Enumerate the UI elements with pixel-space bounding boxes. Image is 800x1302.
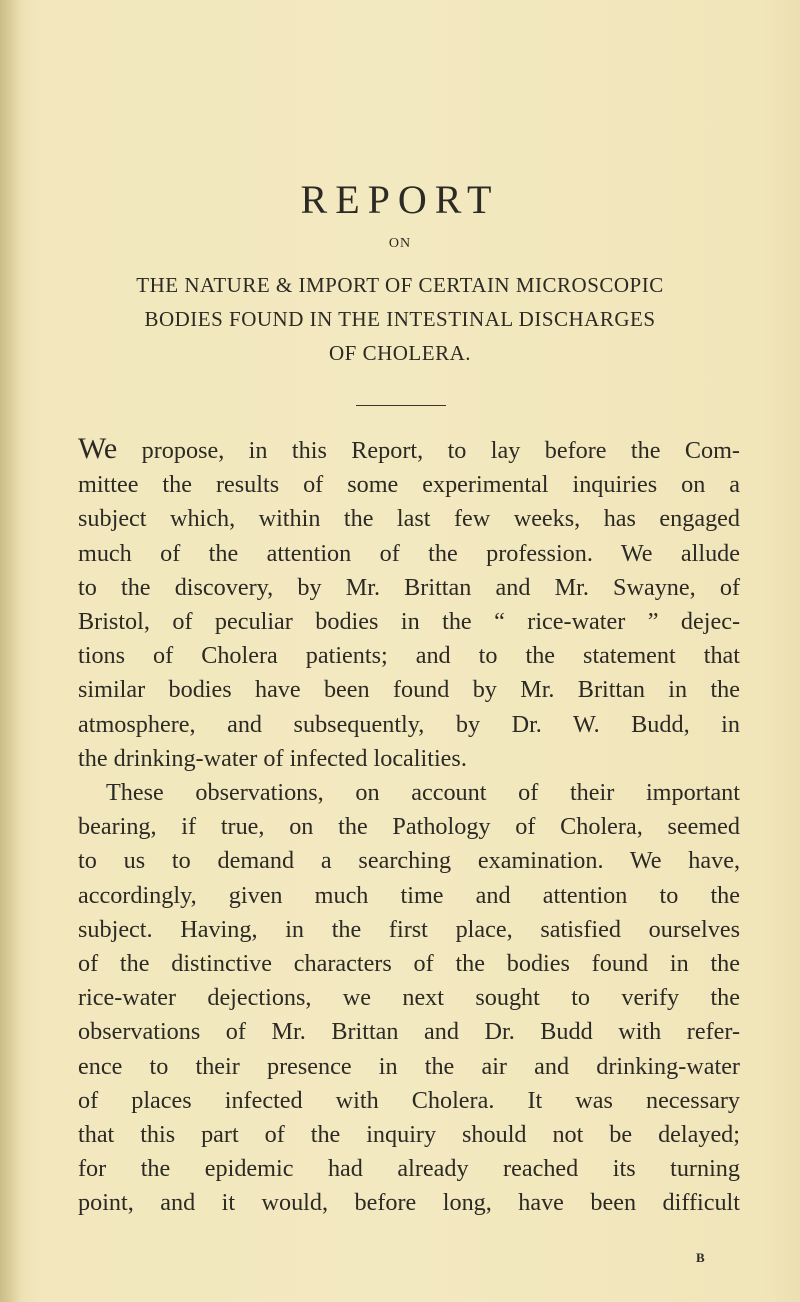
body-line-22: for the epidemic had already reached its turning (78, 1155, 740, 1183)
body-line-19: ence to their presence in the air and drinking-water (78, 1052, 740, 1080)
body-line-8: similar bodies have been found by Mr. Brittan in the (78, 676, 740, 704)
report-title: REPORT (300, 177, 500, 222)
body-line-5: to the discovery, by Mr. Brittan and Mr. Swayne, of (78, 573, 740, 601)
body-line-21: that this part of the inquiry should not be delayed; (78, 1121, 740, 1149)
body-line-23: point, and it would, before long, have been difficult (78, 1189, 740, 1217)
initial-word: We (78, 432, 118, 465)
subtitle-line-1: THE NATURE & IMPORT OF CERTAIN MICROSCOPIC (136, 273, 664, 297)
body-line-13: to us to demand a searching examination. We have, (78, 847, 740, 875)
body-line-6: Bristol, of peculiar bodies in the “ rice-water ” dejec- (78, 608, 740, 636)
signature-mark: B (696, 1250, 705, 1265)
title-connector: ON (388, 236, 412, 251)
report-subtitle (60, 268, 740, 370)
body-line-12: bearing, if true, on the Pathology of Cholera, seemed (78, 813, 740, 841)
body-line-15: subject. Having, in the first place, satisfied ourselves (78, 915, 740, 943)
body-line-3: subject which, within the last few weeks, has engaged (78, 505, 740, 533)
body-line-18: observations of Mr. Brittan and Dr. Budd with refer- (78, 1018, 740, 1046)
body-line-7: tions of Cholera patients; and to the statement that (78, 642, 740, 670)
subtitle-line-2: BODIES FOUND IN THE INTESTINAL DISCHARGES (144, 307, 656, 331)
body-line-1 (78, 432, 740, 468)
body-line-10: the drinking-water of infected localities. (78, 744, 467, 772)
body-line-20: of places infected with Cholera. It was necessary (78, 1086, 740, 1114)
subtitle-line-3: OF CHOLERA. (328, 341, 471, 365)
body-line-9: atmosphere, and subsequently, by Dr. W. Budd, in (78, 710, 740, 738)
body-text (78, 432, 740, 1221)
body-line-1-rest: propose, in this Report, to lay before the Com- (117, 437, 740, 464)
body-line-17: rice-water dejections, we next sought to verify the (78, 984, 740, 1012)
body-line-4: much of the attention of the profession. We allude (78, 539, 740, 567)
section-divider (356, 405, 446, 406)
body-line-16: of the distinctive characters of the bodies found in the (78, 950, 740, 978)
body-line-2: mittee the results of some experimental inquiries on a (78, 471, 740, 499)
body-line-11: These observations, on account of their important (106, 779, 740, 807)
body-line-14: accordingly, given much time and attention to the (78, 881, 740, 909)
